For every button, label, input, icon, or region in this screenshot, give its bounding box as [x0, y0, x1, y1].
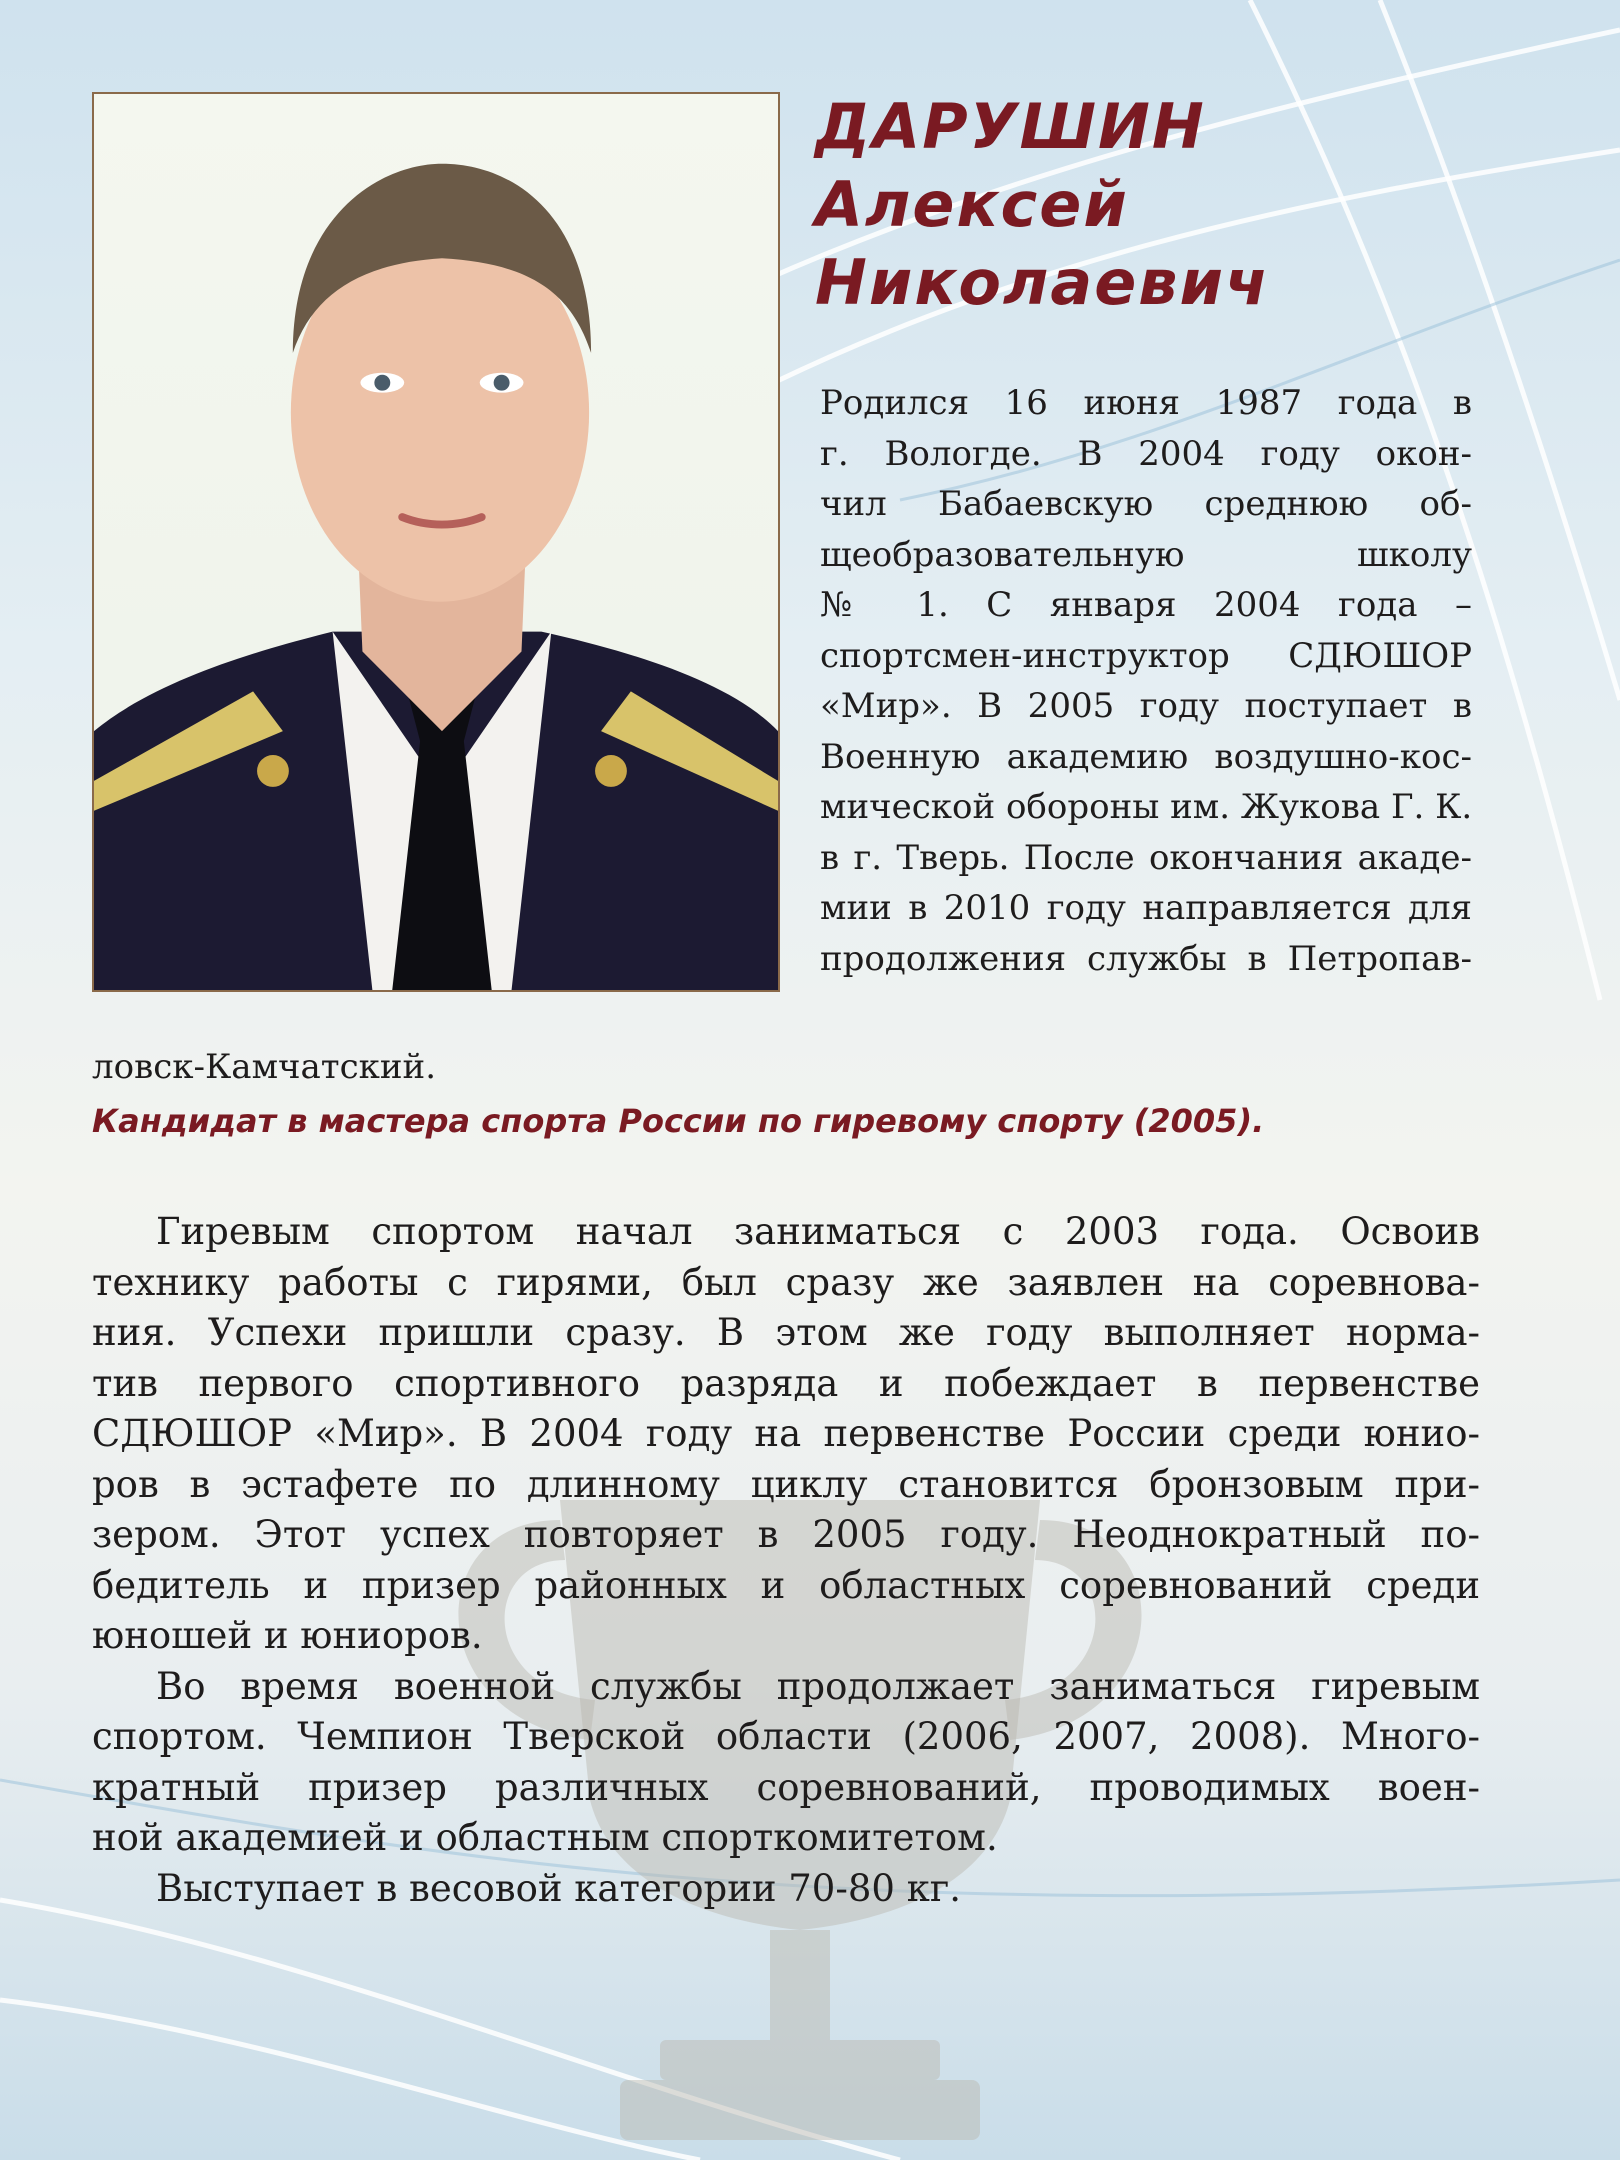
paragraph-line: Выступает в весовой категории 70-80 кг. [156, 1866, 961, 1910]
first-name: Алексей [815, 168, 1129, 241]
paragraph-line: ров в эстафете по длинному циклу становится бронзовым при- [92, 1462, 1480, 1506]
bio-side-column [820, 378, 1472, 984]
paragraph-line: юношей и юниоров. [92, 1614, 483, 1657]
paragraph-line: бедитель и призер районных и областных соревнований среди [92, 1563, 1480, 1607]
bio-line: щеобразовательную школу [820, 534, 1472, 575]
body-text [92, 1207, 1480, 1914]
portrait-photo [92, 92, 780, 992]
bio-line: Военную академию воздушно-кос- [820, 736, 1472, 777]
paragraph-line: спортом. Чемпион Тверской области (2006, 2007, 2008). Много- [92, 1715, 1480, 1758]
paragraph-line: Гиревым спортом начал заниматься с 2003 года. Освоив [156, 1210, 1480, 1253]
paragraph-line: технику работы с гирями, был сразу же заявлен на соревнова- [92, 1260, 1480, 1304]
bio-line: № 1. С января 2004 года – [820, 585, 1472, 625]
bio-line: мической обороны им. Жукова Г. К. [820, 787, 1473, 827]
bio-line: в г. Тверь. После окончания акаде- [820, 837, 1472, 878]
bio-line: мии в 2010 году направляется для [820, 888, 1472, 928]
surname: ДАРУШИН [815, 90, 1206, 163]
portrait-figure [94, 94, 778, 990]
bio-continuation: ловск-Камчатский. [92, 1047, 437, 1087]
patronymic: Николаевич [815, 246, 1270, 319]
paragraph-line: Во время военной службы продолжает заниматься гиревым [156, 1664, 1480, 1708]
rank-title: Кандидат в мастера спорта России по гиревому спорту (2005). [92, 1102, 1265, 1140]
bio-line: чил Бабаевскую среднюю об- [820, 484, 1472, 524]
paragraph-line: ния. Успехи пришли сразу. В этом же году выполняет норма- [92, 1311, 1480, 1354]
bio-line: продолжения службы в Петропав- [820, 938, 1472, 979]
bio-line: Родился 16 июня 1987 года в [820, 383, 1472, 423]
paragraph-line: СДЮШОР «Мир». В 2004 году на первенстве России среди юнио- [92, 1412, 1480, 1455]
paragraph-line: кратный призер различных соревнований, проводимых воен- [92, 1765, 1480, 1809]
bio-line: г. Вологде. В 2004 году окон- [820, 433, 1472, 474]
bio-line: спортсмен-инструктор СДЮШОР [820, 635, 1472, 676]
paragraph-line: зером. Этот успех повторяет в 2005 году. Неоднократный по- [92, 1513, 1480, 1556]
paragraph-line: ной академией и областным спорткомитетом. [92, 1816, 998, 1859]
paragraph-line: тив первого спортивного разряда и побеждает в первенстве [92, 1361, 1480, 1405]
bio-line: «Мир». В 2005 году поступает в [820, 686, 1472, 726]
person-name [815, 88, 1575, 322]
